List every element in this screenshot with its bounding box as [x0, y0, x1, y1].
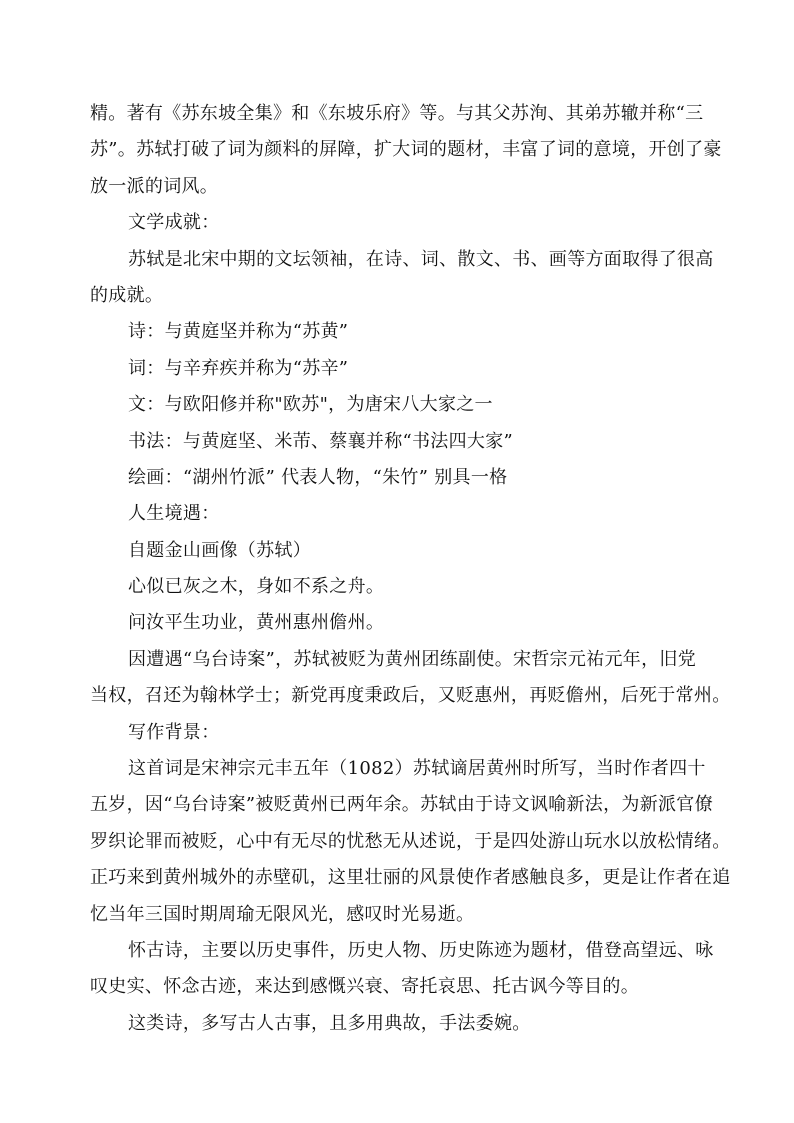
- text-line: 绘画：“湖州竹派” 代表人物，“朱竹” 别具一格: [128, 466, 508, 488]
- text-line: 词：与辛弃疾并称为“苏辛”: [128, 357, 349, 379]
- text-line: 这类诗，多写古人古事，且多用典故，手法委婉。: [128, 1012, 531, 1034]
- text-line: 叹史实、怀念古迹，来达到感慨兴衰、寄托哀思、托古讽今等目的。: [90, 976, 639, 998]
- text-line: 问汝平生功业，黄州惠州儋州。: [128, 612, 385, 634]
- text-line: 精。著有《苏东坡全集》和《东坡乐府》等。与其父苏洵、其弟苏辙并称“三: [90, 103, 704, 124]
- text-line: 罗织论罪而被贬，心中有无尽的忧愁无从述说，于是四处游山玩水以放松情绪。: [90, 830, 731, 852]
- text-line: 诗：与黄庭坚并称为“苏黄”: [128, 321, 349, 343]
- text-line: 忆当年三国时期周瑜无限风光，感叹时光易逝。: [90, 903, 475, 925]
- text-line: 书法：与黄庭坚、米芾、蔡襄并称“书法四大家”: [128, 430, 514, 452]
- text-line: 正巧来到黄州城外的赤壁矶，这里壮丽的风景使作者感触良多，更是让作者在追: [90, 867, 731, 889]
- text-line: 因遭遇“乌台诗案”，苏轼被贬为黄州团练副使。宋哲宗元祐元年，旧党: [128, 648, 697, 670]
- text-line: 自题金山画像（苏轼）: [128, 539, 311, 561]
- text-line: 苏”。苏轼打破了词为颜料的屏障，扩大词的题材，丰富了词的意境，开创了豪: [90, 139, 722, 161]
- text-line: 人生境遇：: [128, 503, 220, 525]
- text-line: 这首词是宋神宗元丰五年（1082）苏轼谪居黄州时所写，当时作者四十: [128, 758, 706, 780]
- text-line: 的成就。: [90, 284, 164, 306]
- text-line: 心似已灰之木，身如不系之舟。: [128, 576, 385, 598]
- text-line: 当权，召还为翰林学士；新党再度秉政后，又贬惠州，再贬儋州，后死于常州。: [90, 685, 731, 707]
- text-line: 写作背景：: [128, 721, 220, 743]
- text-line: 文学成就：: [128, 212, 220, 234]
- text-line: 苏轼是北宋中期的文坛领袖，在诗、词、散文、书、画等方面取得了很高: [128, 248, 714, 270]
- text-line: 放一派的词风。: [90, 175, 219, 197]
- document-body: [90, 96, 730, 1042]
- text-line: 文：与欧阳修并称"欧苏"，为唐宋八大家之一: [128, 394, 493, 416]
- text-line: 五岁，因“乌台诗案”被贬黄州已两年余。苏轼由于诗文讽喻新法，为新派官僚: [90, 794, 713, 816]
- text-line: 怀古诗，主要以历史事件，历史人物、历史陈迹为题材，借登高望远、咏: [128, 939, 714, 961]
